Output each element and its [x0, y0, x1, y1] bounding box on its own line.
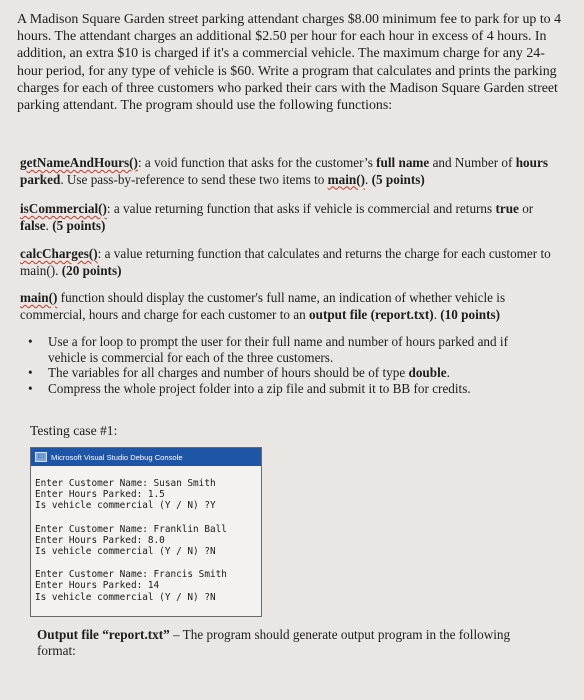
debug-console-window [30, 447, 262, 617]
intro-paragraph: A Madison Square Garden street parking attendant charges $8.00 minimum fee to park for up to 4 hours. The attendant charges an additional $2.50 per hour for each hour in excess of 4 hours. In addition, an extra $10 is charged if it's a commercial vehicle. The maximum charge for any 24-hour period, for any type of vehicle is $60. Write a program that calculates and prints the parking charges for each of three customers who parked their cars with the Madison Square Garden street parking attendant. The program should use the following functions: [17, 12, 562, 114]
output-file-description: Output file “report.txt” – The program should generate output program in the following format: [37, 627, 511, 658]
bullet-icon: • [28, 380, 33, 396]
console-line: Is vehicle commercial (Y / N) ?Y [35, 500, 216, 512]
output-file-label: Output file “report.txt” [37, 627, 170, 642]
console-output [31, 466, 261, 603]
bullet-icon: • [28, 365, 33, 381]
function-get-name-and-hours: getNameAndHours(): a void function that asks for the customer’s full name and Number of hours parked. Use pass-by-reference to send these two items to main(). (5 points) [20, 155, 548, 187]
function-main: main() function should display the customer's full name, an indication of whether vehicle is commercial, hours and charge for each customer to an output file (report.txt). (10 points) [20, 290, 506, 322]
console-line: Enter Customer Name: Franklin Ball [35, 523, 227, 535]
function-name: isCommercial() [20, 201, 107, 216]
bullet-icon: • [28, 334, 33, 349]
list-item: • The variables for all charges and number of hours should be of type double. [28, 365, 450, 381]
console-line: Enter Hours Parked: 1.5 [35, 489, 165, 501]
console-titlebar [31, 448, 261, 466]
console-line: Is vehicle commercial (Y / N) ?N [35, 546, 216, 558]
cmd-icon: C:\ [35, 452, 47, 462]
list-item: • Compress the whole project folder into a zip file and submit it to BB for credits. [28, 380, 471, 396]
points-label: (20 points) [61, 262, 122, 278]
function-name: getNameAndHours() [20, 155, 138, 170]
console-line: Enter Customer Name: Susan Smith [35, 478, 216, 489]
points-label: (5 points) [52, 217, 106, 233]
console-line: Enter Hours Parked: 8.0 [35, 534, 165, 546]
console-line: Enter Hours Parked: 14 [35, 580, 160, 592]
function-calc-charges: calcCharges(): a value returning function that calculates and returns the charge for each customer to main(). (20 points) [20, 246, 551, 278]
function-name: calcCharges() [20, 246, 98, 261]
points-label: (5 points) [371, 171, 425, 187]
function-name: main() [20, 290, 58, 305]
function-is-commercial: isCommercial(): a value returning function that asks if vehicle is commercial and returns true or false. (5 points) [20, 201, 534, 233]
requirements-list [22, 334, 542, 396]
console-line: Enter Customer Name: Francis Smith [35, 569, 227, 581]
list-item: • Use a for loop to prompt the user for their full name and number of hours parked and if vehicle is commercial for each of the three customers. [28, 334, 508, 365]
testing-case-label: Testing case #1: [30, 423, 118, 438]
console-title: Microsoft Visual Studio Debug Console [51, 452, 183, 462]
console-line: Is vehicle commercial (Y / N) ?N [35, 591, 216, 603]
points-label: (10 points) [440, 306, 500, 322]
